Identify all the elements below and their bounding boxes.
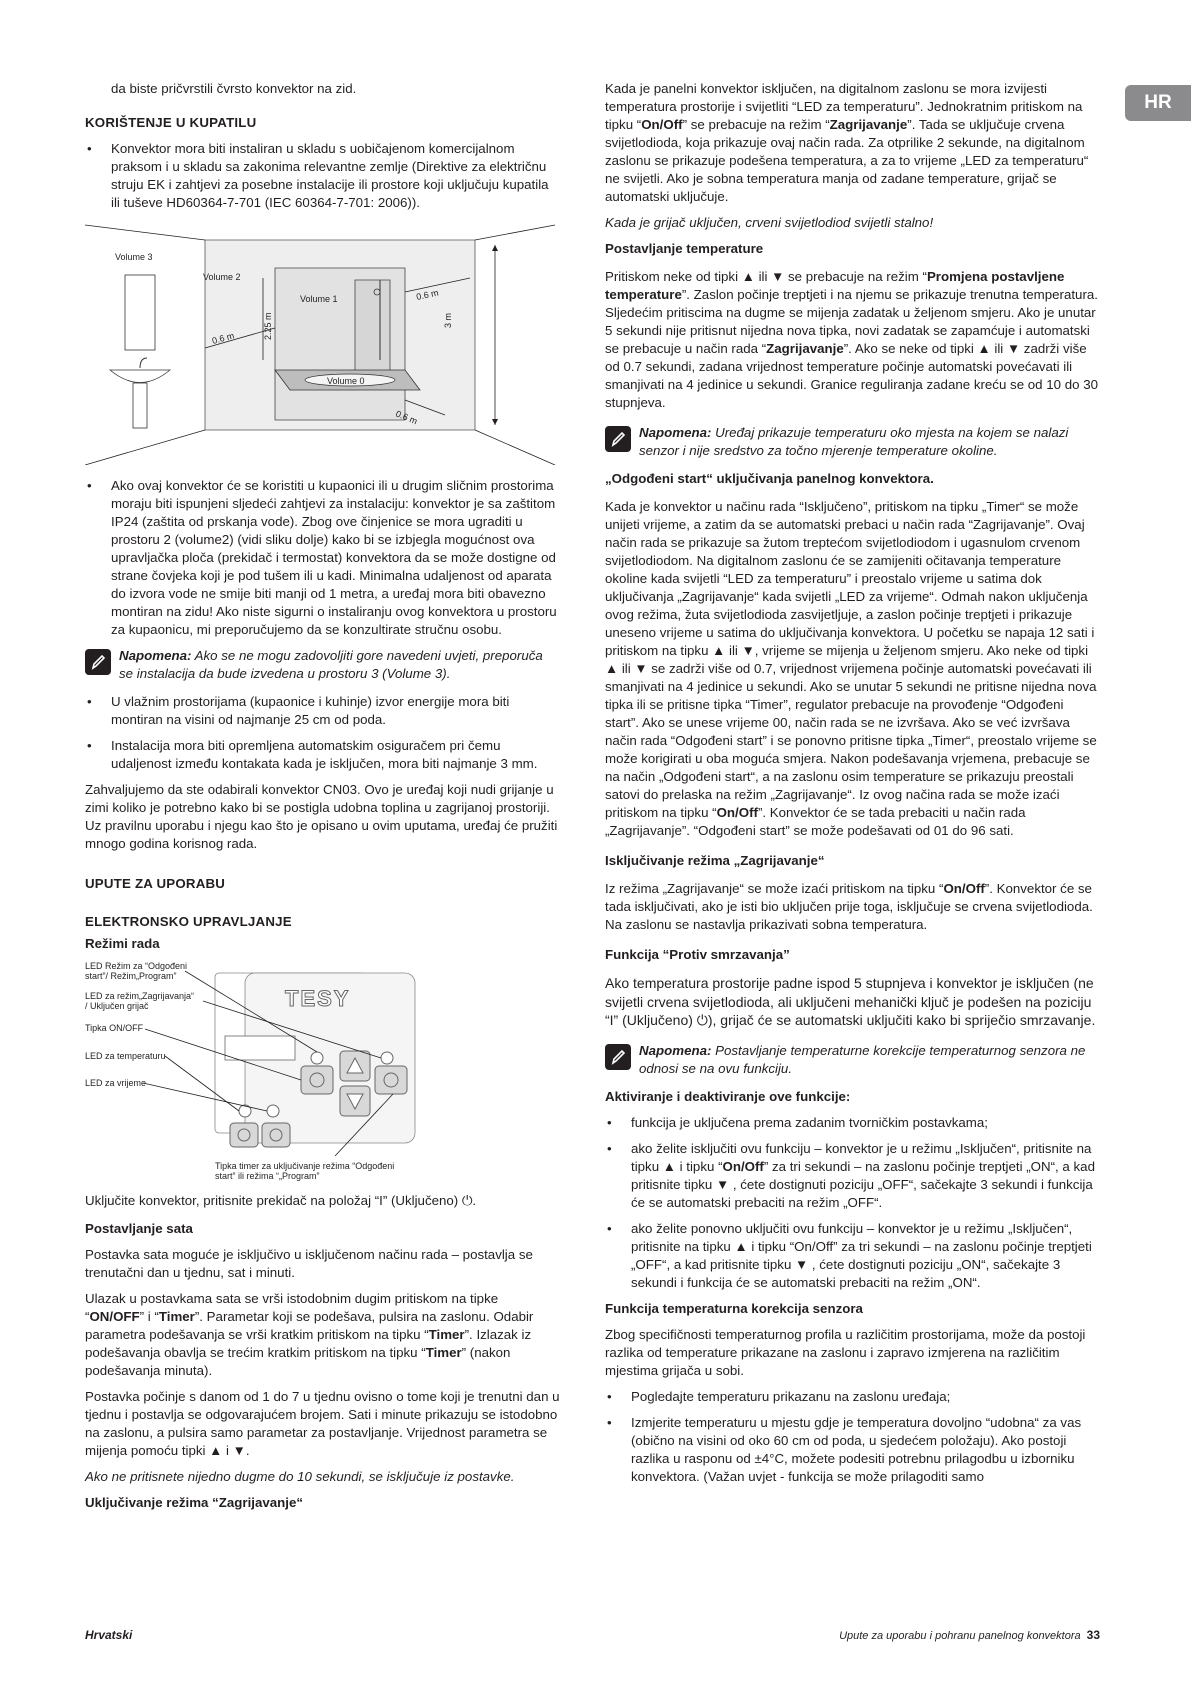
label-dim-3m: 3 m (443, 312, 453, 328)
sink-pedestal (133, 383, 147, 428)
heading-heat-on: Uključivanje režima “Zagrijavanje“ (85, 1495, 304, 1510)
btn-thermo[interactable] (262, 1123, 290, 1147)
heading-heat-off: Isključivanje režima „Zagrijavanje“ (605, 853, 825, 868)
footer-language: Hrvatski (85, 1628, 133, 1642)
correction-paragraph: Zbog specifičnosti temperaturnog profila u različitim prostorijama, može da postoji razlika od temperature prikazane na zaslonu i zapravo izmjerena na različitim mjestima grijača u sobi. (605, 1326, 1086, 1378)
btn-onoff-left[interactable] (301, 1066, 333, 1094)
bathroom-zones-drawing (85, 220, 560, 465)
note-pencil-icon (85, 649, 111, 675)
switch-on-text: Uključite konvektor, pritisnite prekidač na položaj “I” (Uključeno) ⏻. (85, 1193, 477, 1208)
off-paragraph: Kada je panelni konvektor isključen, na digitalnom zaslonu se mora izvijesti temperatura prostorije i svijetliti “LED za temperaturu”. Jednokratnim pritiskom na tipku “On/Off” se prebacuje na režim “Zagrijavanje”. Tada se uključuje crvena svijetlodioda, koja prikazuje ovaj način rada. Za otprilike 2 sekunde, na digitalnom zaslonu se prikazuje podešena temperatura, a za to vrijeme „LED za temperaturu“ ne svijetli. Ako je sobna temperatura manja od zadane temperature, grijač se automatski uključuje. (605, 81, 1089, 204)
btn-onoff-right[interactable] (375, 1066, 407, 1094)
led-heating (381, 1052, 393, 1064)
note-pencil-icon (605, 1044, 631, 1070)
heading-activate: Aktiviranje i deaktiviranje ove funkcije: (605, 1088, 851, 1104)
label-onoff: Tipka ON/OFF (85, 1023, 144, 1033)
bullet-correction-1: • Pogledajte temperaturu prikazanu na zaslonu uređaja; (605, 1388, 1100, 1406)
btn-timer[interactable] (230, 1123, 258, 1147)
left-column (85, 80, 560, 1520)
clock-p3: Postavka počinje s danom od 1 do 7 u tjednu ovisno o tome koji je trenutni dan u tjednu i postavlja se odgovarajućem brojem. Sati i minute prikazuju se istodobno na zaslonu, a pulsira samo parametar za postavljanje. Vrijednost parametra se mijenja pomoću tipki ▲ i ▼. (85, 1389, 560, 1458)
bullet-breaker: • Instalacija mora biti opremljena automatskim osiguračem pri čemu udaljenost između kontakata kada je isključen, mora biti najmanje 3 mm. (85, 737, 560, 773)
thanks-paragraph: Zahvaljujemo da ste odabirali konvektor CN03. Ovo je uređaj koji nudi grijanje u zimi koliko je potrebno kako bi se postigla udobna toplina u zagrijanoj prostoriji. Uz pravilnu uporabu i njegu kao što je opisano u ovim uputama, uređaj će pružiti mnogo godina korisnog rada. (85, 782, 558, 851)
bullet-bath-1: • Konvektor mora biti instaliran u skladu s uobičajenom komercijalnom praksom i u skladu sa zakonima relevantne zemlje (Direktive za električnu struju EK i zahtjevi za posebne instalacije ili prostore koji uključuju kupatila ili tuševe HD60364-7-701 (IEC 60364-7-701: 2006)). (85, 140, 560, 212)
control-panel-drawing (85, 961, 560, 1186)
heading-electronic: ELEKTRONSKO UPRAVLJANJE (85, 914, 292, 929)
note-sensor (605, 424, 1100, 460)
heading-usage: UPUTE ZA UPORABU (85, 876, 226, 891)
label-volume-0: Volume 0 (327, 376, 365, 386)
temp-paragraph: Pritiskom neke od tipki ▲ ili ▼ se prebacuje na režim “Promjena postavljene temperature”. Zaslon počinje treptjeti i na njemu se prikazuje trenutna temperatura. Sljedećim pritiscima na dugme se mijenja zadatak u željenom smjeru. Ako je unutar 5 sekundi nije pritisnut nijedna nova tipka, novi zadatak se zapamćuje i automatski se prebacuje u način rada “Zagrijavanje”. Ako se neke od tipki ▲ ili ▼ zadrži više od 0.7 sekundi, zadana vrijednost temperature počinje automatski povećavati ili smanjivati na 4 jedinice u sekundi. Granice reguliranja zadane kreću se od 10 do 30 stupnjeva. (605, 269, 1099, 410)
footer-doc-title: Upute za uporabu i pohranu panelnog konvektora 33 (839, 1628, 1100, 1642)
label-dim-225: 2.25 m (263, 312, 273, 340)
label-dim-06-top: 0.6 m (415, 287, 440, 302)
language-tab: HR (1125, 85, 1191, 121)
delayed-paragraph: Kada je konvektor u načinu rada “Isključeno”, pritiskom na tipku „Timer“ se može unijeti vrijeme, a zatim da se automatski prebaci u način rada “Zagrijavanje”. Ovaj način rada se prikazuje sa žutom treptećom svijetlodiodom i ugasnulom crvenom svijetlodiodom. Na digitalnom zaslonu će se zamijeniti očitavanja temperature okoline kada svijetli “LED za temperaturu” i preostalo vrijeme u satima dok uključivanja „Zagrijavanje“ kada svijetli „LED za vrijeme“. Odmah nakon uključenja ovog režima, žuta svijetlodioda zasvijetljuje, a zaslon počinje treptjeti i prikazuje uneseno vrijeme u satima do uključivanja konvektora. U početku se napaja 12 sati i pritiskom na tipku ▲ ili ▼, vrijeme se mijenja u željenom smjeru. Ako neke od tipki ▲ ili ▼ se zadrži više od 0.7, vrijednost vrijemena počinje automatski povećavati ili smanjivati na 4 jedinice u sekundi. Ako se unutar 5 sekundi ne pritisne nijedna nova tipka ili se pritisne tipka “Timer”, regulator prebacuje na provođenje “Odgođeni start”. Ako se unese vrijeme 00, način rada se ne izvršava. Ako se već izvršava način rada “Odgođeni start” i se ponovno pritisne tipka „Timer“, preostalo vrijeme se može korigirati u oba moguća smjera. Nakon podešavanja vrjemena, prebacuje se na način „Odgođeni start“, a na zaslonu osim temperature se prikazuju preostali satovi do prelaska na režim „Zagrijavanje“. Iz ovog načina rada se može izaći pritiskom na tipku “On/Off”. Konvektor će se tada prebaciti u način rada „Zagrijavanje”. “Odgođeni start” se može podešavati od 01 do 96 sati. (605, 499, 1097, 838)
control-panel-figure (85, 961, 560, 1186)
label-volume-1: Volume 1 (300, 294, 338, 304)
intro-text: da biste pričvrstili čvrsto konvektor na zid. (111, 81, 357, 96)
frost-paragraph: Ako temperatura prostorije padne ispod 5 stupnjeva i konvektor je isključen (ne svijetli crvena svijetlodioda, ali uključeni mehanički ključ je podešen na poziciju “I” (Uključeno) ⏻), grijač će se automatski uključiti kako bi spriječio smrzavanje. (605, 975, 1096, 1028)
right-column (605, 80, 1100, 1494)
led-delayed (311, 1052, 323, 1064)
bullet-correction-2: • Izmjerite temperaturu u mjestu gdje je temperatura dovoljno “udobna“ za vas (obično na visini od oko 60 cm od poda, u sjedećem položaju). Ako postoji razlika u rasponu od ±4°C, možete podesiti potrebnu prilagodbu u izborniku konvektora. (Važan uvjet - funkcija se može prilagoditi samo (605, 1414, 1100, 1486)
note3-label: Napomena: (639, 1042, 712, 1058)
label-volume-3: Volume 3 (115, 252, 153, 262)
note-volume3 (85, 647, 560, 683)
label-dim-06-left: 0.6 m (210, 330, 236, 346)
label-volume-2: Volume 2 (203, 272, 241, 282)
bullet-activate-2: • ako želite isključiti ovu funkciju – konvektor je u režimu „Isključen“, pritisnite na tipku ▲ i tipku “On/Off” za tri sekundi – na zaslonu počinje treptjeti „ON“, a kad pritisnite tipku ▼ , ćete dostignuti poziciju „OFF“, sačekajte 3 sekundi i funkcija će se automatski prebaciti na režim „OFF“. (605, 1140, 1100, 1212)
label-heat-1: LED za režim„Zagrijavanja“ (85, 991, 195, 1001)
label-dim-06-bottom: 0.6 m (394, 408, 419, 427)
heading-temp-set: Postavljanje temperature (605, 241, 764, 256)
label-temp: LED za temperaturu (85, 1051, 166, 1061)
heading-correction: Funkcija temperaturna korekcija senzora (605, 1300, 863, 1316)
note3-text: Postavljanje temperaturne korekcije temperaturnog senzora ne odnosi se na ovu funkciju. (639, 1042, 1086, 1076)
bullet-bath-2: • Ako ovaj konvektor će se koristiti u kupaonici ili u drugim sličnim prostorima moraju biti ispunjeni sljedeći zahtjevi za instalaciju: konvektor je sa zaštitom IP24 (zaštita od prskanja vode). Zbog ove činjenice se mora ugraditi u prostoru 2 (volume2) (vidi sliku dolje) kako bi se izbjegla mogućnost ova upravljačka ploča (prekidač i termostat) konvektora da se može dostigne od strane čovjeka koji je pod tušem ili u kadi. Minimalna udaljenost od aparata do izvora vode ne smije biti manji od 1 metra, a uređaj mora biti obavezno montiran na zidu! Ako niste sigurni o instaliranju ovog konvektora u prostoru za kupaonicu, mi preporučujemo da se konzultirate stručnu osobu. (85, 477, 560, 639)
heading-bathroom: KORIŠTENJE U KUPATILU (85, 115, 257, 130)
clock-p1: Postavka sata moguće je isključivo u isključenom načinu rada – postavlja se trenutačni dan u tjednu, sat i minuti. (85, 1247, 533, 1280)
panel-display (225, 1036, 295, 1060)
heading-modes: Režimi rada (85, 936, 160, 951)
clock-p4: Ako ne pritisnete nijedno dugme do 10 sekundi, se isključuje iz postavke. (85, 1469, 515, 1484)
heading-frost: Funkcija “Protiv smrzavanja” (605, 947, 790, 962)
panel-brand: TESY (285, 986, 351, 1011)
clock-p2: Ulazak u postavkama sata se vrši istodobnim dugim pritiskom na tipke “ON/OFF” i “Timer”. Parametar koji se podešava, pulsira na zaslonu. Odabir parametra podešavanja se vrši kratkim pritiskom na tipku “Timer”. Izlazak iz podešavanja obavlja se trećim kratkim pritiskom na tipku “Timer” (nakon podešavanja minuta). (85, 1291, 534, 1378)
bullet-activate-1: • funkcija je uključena prema zadanim tvorničkim postavkama; (605, 1114, 1100, 1132)
heading-delayed: „Odgođeni start“ uključivanja panelnog konvektora. (605, 471, 934, 486)
note2-text: Uređaj prikazuje temperaturu oko mjesta na kojem se nalazi senzor i nije sredstvo za točno mjerenje temperature okoline. (639, 425, 1069, 458)
note1-text: Ako se ne mogu zadovoljiti gore navedeni uvjeti, preporuča se instalacija da bude izvedena u prostoru 3 (Volume 3). (119, 648, 543, 681)
mirror (125, 275, 155, 350)
leader-temp (165, 1056, 239, 1111)
heading-clock: Postavljanje sata (85, 1221, 193, 1236)
note1-label: Napomena: (119, 648, 192, 663)
bathroom-zones-figure (85, 220, 560, 465)
page-number: 33 (1086, 1628, 1100, 1642)
note-pencil-icon (605, 426, 631, 452)
heat-off-paragraph: Iz režima „Zagrijavanje“ se može izaći pritiskom na tipku “On/Off”. Konvektor će se tada isključivati, ako je isti bio uključen prije toga, isključuje se crvena svijetlodioda. Na zaslonu se nastavlja prikazivati sobna temperatura. (605, 881, 1093, 932)
label-time: LED za vrijeme (85, 1078, 147, 1088)
note2-label: Napomena: (639, 425, 712, 440)
zone-volume-1 (355, 280, 390, 385)
led-time (267, 1105, 279, 1117)
label-delayed-1: LED Režim za “Odgođeni (85, 961, 188, 971)
bullet-activate-3: • ako želite ponovno uključiti ovu funkciju – konvektor je u režimu „Isključen“, pritisnite na tipku ▲ i tipku “On/Off” za tri sekundi – na zaslonu počinje treptjeti „OFF“, a kad pritisnite tipku ▼ , ćete dostignuti poziciju „ON“, sačekajte 3 sekundi i funkcija će se automatski prebaciti na režim „ON“. (605, 1220, 1100, 1292)
label-delayed-2: start”/ Režim„Program” (85, 971, 177, 981)
bullet-humid: • U vlažnim prostorijama (kupaonice i kuhinje) izvor energije mora biti montiran na visini od najmanje 25 cm od poda. (85, 693, 560, 729)
label-heat-2: / Uključen grijač (85, 1001, 149, 1011)
label-timer-1: Tipka timer za uključivanje režima “Odgođeni (215, 1161, 395, 1171)
label-timer-2: start” ili režima “„Program” (215, 1171, 320, 1181)
note-correction (605, 1042, 1100, 1078)
led-red-text: Kada je grijač uključen, crveni svijetlodiod svijetli stalno! (605, 215, 934, 230)
